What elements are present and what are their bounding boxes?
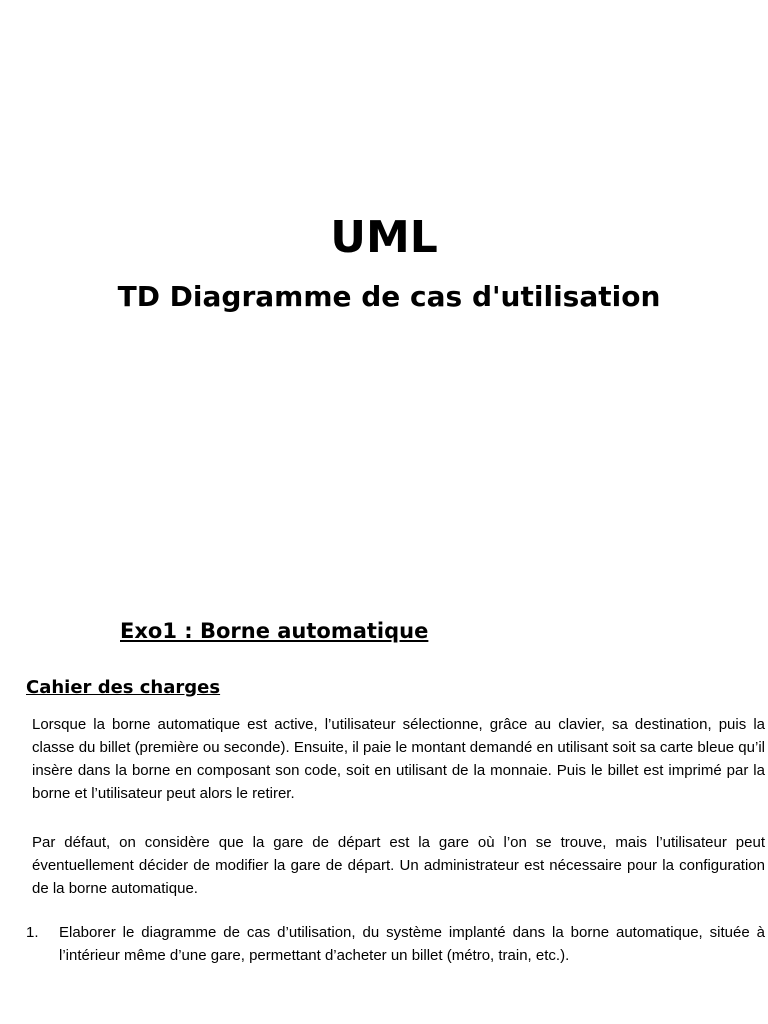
requirements-paragraph-2: Par défaut, on considère que la gare de départ est la gare où l’on se trouve, mais l’utilisateur peut éventuellement décider de modifier la gare de départ. Un administrateur est nécessaire pour la configuration de la borne automatique. [32, 834, 765, 897]
section-heading-cahier-des-charges: Cahier des charges [26, 677, 221, 698]
page-title: UML [330, 212, 438, 263]
task-number: 1. [26, 924, 39, 941]
task-item [26, 921, 765, 967]
page-subtitle: TD Diagramme de cas d'utilisation [117, 280, 661, 313]
requirements-paragraph-1: Lorsque la borne automatique est active, l’utilisateur sélectionne, grâce au clavier, sa destination, puis la classe du billet (première ou seconde). Ensuite, il paie le montant demandé en utilisant soit sa carte bleue qu’il insère dans la borne en composant son code, soit en utilisant de la monnaie. Puis le billet est imprimé par la borne et l’utilisateur peut alors le retirer. [32, 716, 765, 802]
task-text: Elaborer le diagramme de cas d’utilisation, du système implanté dans la borne automatique, située à l’intérieur même d’une gare, permettant d’acheter un billet (métro, train, etc.). [59, 924, 765, 964]
task-list [26, 921, 765, 967]
exercise-heading: Exo1 : Borne automatique [120, 619, 429, 643]
